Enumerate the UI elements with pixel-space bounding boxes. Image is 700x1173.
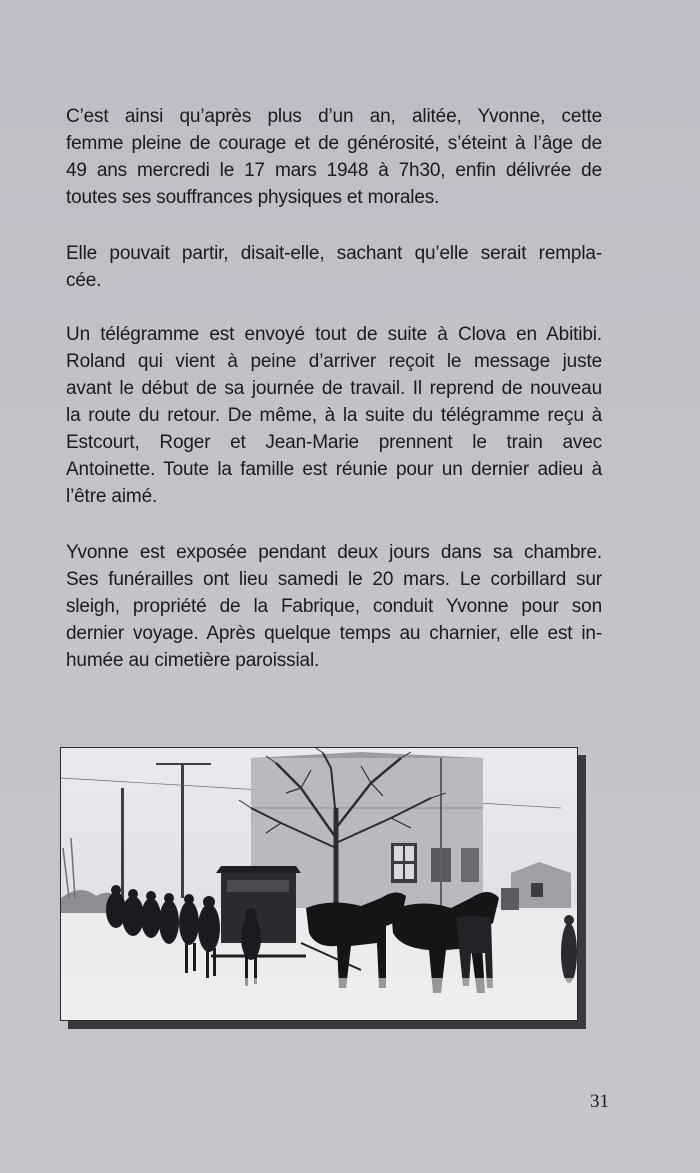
text-line: humée au cimetière paroissial. xyxy=(66,650,320,671)
text-line: Un télégramme est envoyé tout de suite à Clova en Abitibi. xyxy=(66,324,602,345)
paragraph-1 xyxy=(66,103,602,211)
text-line: Yvonne est exposée pendant deux jours dans sa chambre. xyxy=(66,542,602,563)
text-line: la route du retour. De même, à la suite du télégramme reçu à xyxy=(66,405,602,426)
text-line: sleigh, propriété de la Fabrique, conduit Yvonne pour son xyxy=(66,596,602,617)
text-line: Elle pouvait partir, disait-elle, sachant qu’elle serait rempla- xyxy=(66,243,602,264)
utility-pole xyxy=(181,763,184,898)
text-line: toutes ses souffrances physiques et morales. xyxy=(66,187,440,208)
paragraph-4 xyxy=(66,539,602,674)
paragraph-3 xyxy=(66,321,602,510)
text-line: femme pleine de courage et de générosité, s’éteint à l’âge de xyxy=(66,133,602,154)
funeral-photograph xyxy=(60,747,578,1023)
text-line: l’être aimé. xyxy=(66,486,158,507)
utility-pole xyxy=(121,788,124,898)
text-line: avant le début de sa journée de travail. Il reprend de nouveau xyxy=(66,378,602,399)
page-number: 31 xyxy=(590,1091,609,1112)
text-line: cée. xyxy=(66,270,102,291)
winter-funeral-scene xyxy=(61,748,577,1020)
photo-frame xyxy=(60,747,578,1021)
text-line: Ses funérailles ont lieu samedi le 20 mars. Le corbillard sur xyxy=(66,569,602,590)
text-line: C’est ainsi qu’après plus d’un an, alitée, Yvonne, cette xyxy=(66,106,602,127)
text-line: dernier voyage. Après quelque temps au charnier, elle est in- xyxy=(66,623,602,644)
text-line: 49 ans mercredi le 17 mars 1948 à 7h30, enfin délivrée de xyxy=(66,160,602,181)
text-line: Antoinette. Toute la famille est réunie pour un dernier adieu à xyxy=(66,459,602,480)
text-line: Roland qui vient à peine d’arriver reçoit le message juste xyxy=(66,351,602,372)
paragraph-2 xyxy=(66,240,602,294)
text-line: Estcourt, Roger et Jean-Marie prennent le train avec xyxy=(66,432,602,453)
